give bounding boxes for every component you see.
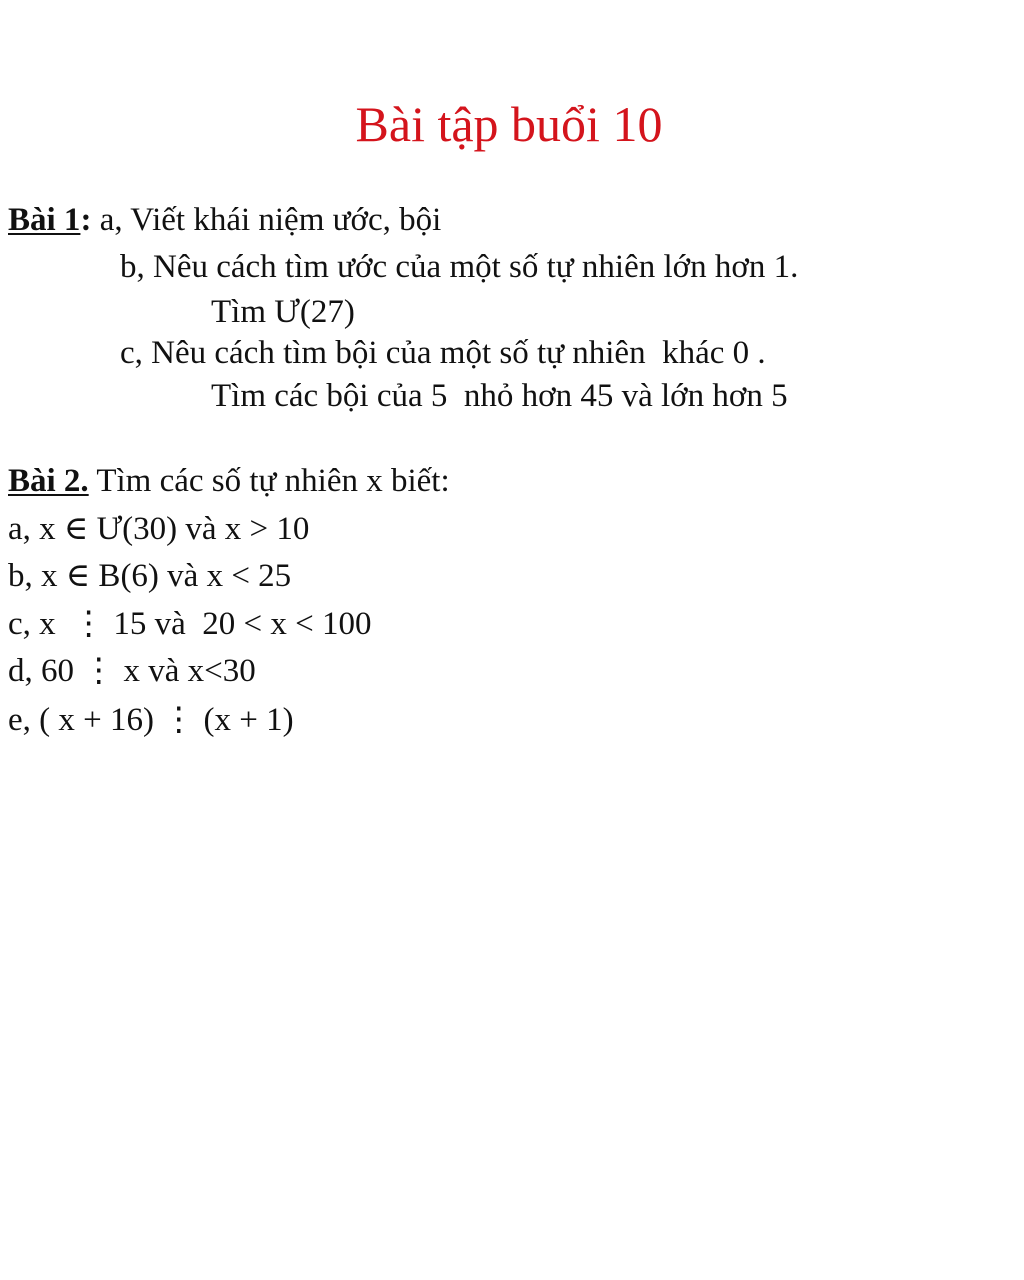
bai2-item-c: c, x ⋮ 15 và 20 < x < 100 <box>8 606 372 642</box>
bai1-part-a: a, Viết khái niệm ước, bội <box>91 202 442 238</box>
bai1-colon: : <box>80 202 92 238</box>
bai2-label: Bài 2. <box>8 463 89 499</box>
bai1-part-c-task: Tìm các bội của 5 nhỏ hơn 45 và lớn hơn 5 <box>211 378 788 414</box>
bai1-label: Bài 1 <box>8 202 81 238</box>
page-title <box>0 92 1024 156</box>
bai2-intro: Tìm các số tự nhiên x biết: <box>88 463 450 499</box>
bai1-part-b: b, Nêu cách tìm ước của một số tự nhiên lớn hơn 1. <box>120 249 799 285</box>
bai2-item-d: d, 60 ⋮ x và x<30 <box>8 653 256 689</box>
bai2-heading-line <box>8 461 450 501</box>
bai1-part-b-task: Tìm Ư(27) <box>211 294 355 330</box>
bai2-item-b: b, x ∈ B(6) và x < 25 <box>8 558 292 594</box>
bai1-part-c: c, Nêu cách tìm bội của một số tự nhiên khác 0 . <box>120 335 766 371</box>
bai2-item-a: a, x ∈ Ư(30) và x > 10 <box>8 511 310 547</box>
bai1-heading-line <box>8 200 441 240</box>
bai2-item-e: e, ( x + 16) ⋮ (x + 1) <box>8 702 294 738</box>
page-title-text: Bài tập buổi 10 <box>355 96 663 152</box>
